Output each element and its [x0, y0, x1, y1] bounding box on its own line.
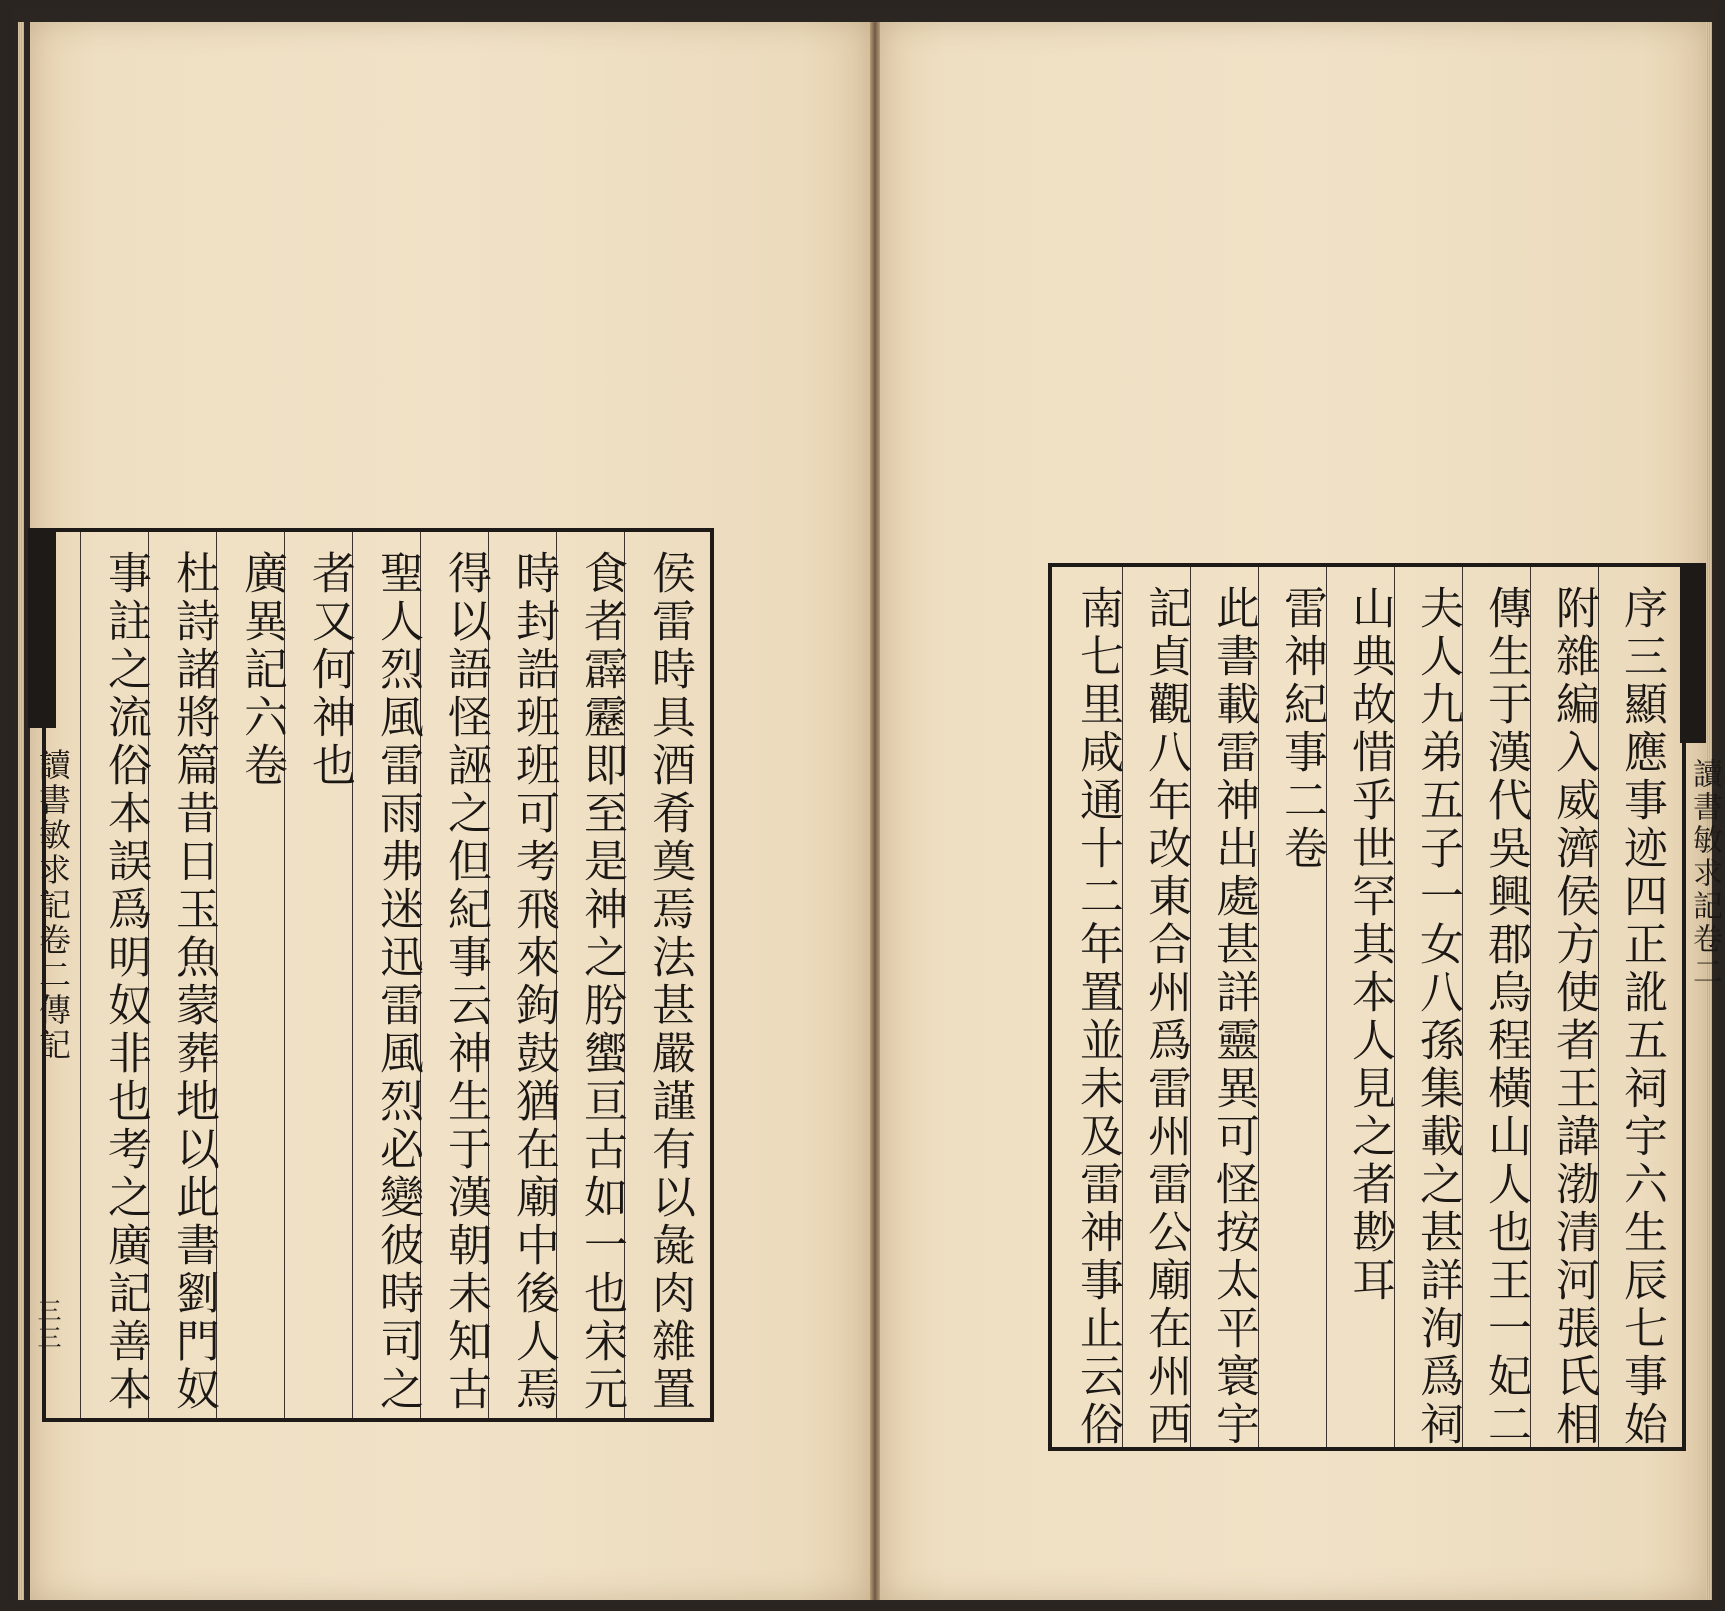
text-column: 山典故惜乎世罕其本人見之者尠耳: [1344, 585, 1395, 1305]
page-number: 三三: [33, 1298, 61, 1352]
left-text-frame: [42, 528, 714, 1422]
text-column: 夫人九弟五子一女八孫集載之甚詳洵爲祠: [1412, 585, 1463, 1449]
text-column: 杜詩諸將篇昔日玉魚蒙葬地以此書劉門奴: [168, 550, 219, 1414]
text-column: 侯雷時具酒肴奠焉法甚嚴謹有以彘肉雜置: [644, 550, 695, 1414]
margin-title: 讀書敏求記卷二傳記: [34, 748, 72, 1063]
fishtail-mark: [28, 528, 56, 728]
text-column: 此書載雷神出處甚詳靈異可怪按太平寰宇: [1208, 585, 1259, 1449]
left-page-edges: [18, 22, 24, 1600]
text-column: 序三顯應事迹四正訛五祠宇六生辰七事始: [1616, 585, 1667, 1449]
right-text-frame: [1048, 563, 1686, 1451]
fishtail-mark: [1680, 563, 1706, 743]
text-column: 附雜編入威濟侯方使者王諱渤清河張氏相: [1548, 585, 1599, 1449]
section-heading: 廣異記六卷: [236, 550, 287, 790]
text-column: 聖人烈風雷雨弗迷迅雷風烈必變彼時司之: [372, 550, 423, 1414]
margin-title: 讀書敏求記卷二: [1687, 758, 1722, 989]
text-column: 記貞觀八年改東合州爲雷州雷公廟在州西: [1140, 585, 1191, 1449]
text-column: 食者霹靂即至是神之肹蠁亘古如一也宋元: [576, 550, 627, 1414]
text-column: 事註之流俗本誤爲明奴非也考之廣記善本: [100, 550, 151, 1414]
text-column: 者又何神也: [304, 550, 355, 790]
text-column: 時封誥班班可考飛來鉤鼓猶在廟中後人焉: [508, 550, 559, 1414]
section-heading: 雷神紀事二卷: [1276, 585, 1327, 873]
open-book: [14, 8, 1722, 1603]
book-gutter: [870, 22, 880, 1600]
text-column: 得以語怪誣之但紀事云神生于漢朝未知古: [440, 550, 491, 1414]
text-column: 傳生于漢代吳興郡烏程橫山人也王一妃二: [1480, 585, 1531, 1449]
text-column: 南七里咸通十二年置並未及雷神事止云俗: [1072, 585, 1123, 1449]
